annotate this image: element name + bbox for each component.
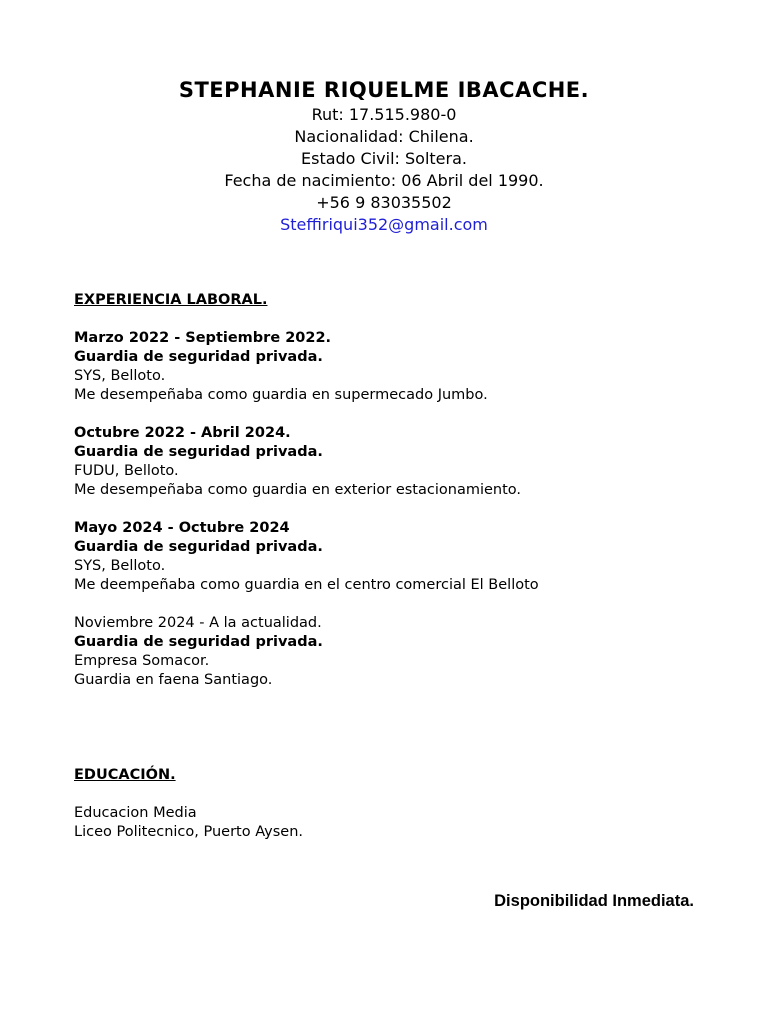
job-description: Me deempeñaba como guardia en el centro comercial El Belloto [74,577,539,593]
resume-body [74,291,714,842]
job-company: Empresa Somacor. [74,653,210,669]
job-description: Me desempeñaba como guardia en supermecado Jumbo. [74,387,488,403]
availability-note: Disponibilidad Inmediata. [494,892,694,910]
job-company: SYS, Belloto. [74,368,166,384]
job-role: Guardia de seguridad privada. [74,539,323,555]
job-entry [74,424,714,500]
job-company: FUDU, Belloto. [74,463,179,479]
birth-date-line: Fecha de nacimiento: 06 Abril del 1990. [224,171,544,190]
job-period: Noviembre 2024 - A la actualidad. [74,615,322,631]
resume-header [0,76,768,236]
education-section-title: EDUCACIÓN. [74,767,176,783]
job-description: Guardia en faena Santiago. [74,672,273,688]
job-period: Marzo 2022 - Septiembre 2022. [74,330,332,346]
nationality-line: Nacionalidad: Chilena. [294,127,474,146]
education-entry [74,804,714,842]
job-entry [74,519,714,595]
job-entry [74,329,714,405]
job-period: Octubre 2022 - Abril 2024. [74,425,291,441]
email-link[interactable]: Steffiriqui352@gmail.com [280,215,488,234]
job-company: SYS, Belloto. [74,558,166,574]
job-role: Guardia de seguridad privada. [74,634,323,650]
education-level: Educacion Media [74,805,197,821]
education-institution: Liceo Politecnico, Puerto Aysen. [74,824,304,840]
candidate-name: STEPHANIE RIQUELME IBACACHE. [178,78,590,102]
job-entry [74,614,714,690]
experience-section-title: EXPERIENCIA LABORAL. [74,292,268,308]
marital-status-line: Estado Civil: Soltera. [301,149,467,168]
job-period: Mayo 2024 - Octubre 2024 [74,520,290,536]
phone-line: +56 9 83035502 [316,193,452,212]
job-role: Guardia de seguridad privada. [74,349,323,365]
job-role: Guardia de seguridad privada. [74,444,323,460]
job-description: Me desempeñaba como guardia en exterior estacionamiento. [74,482,522,498]
rut-line: Rut: 17.515.980-0 [311,105,457,124]
